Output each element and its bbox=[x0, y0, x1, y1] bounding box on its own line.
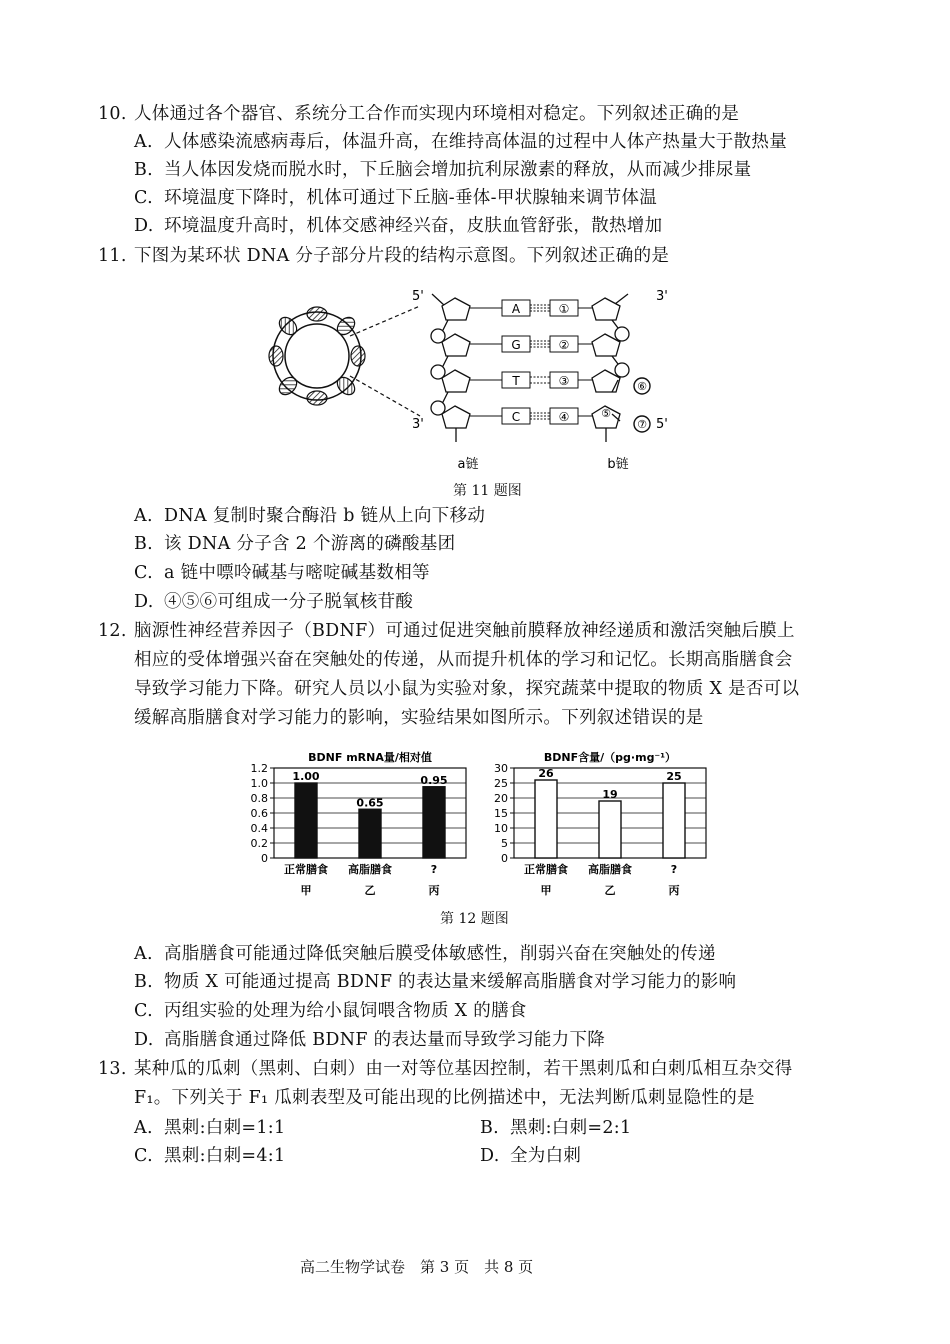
category-label: 正常膳食 bbox=[524, 863, 568, 876]
y-tick-label: 1.0 bbox=[250, 777, 268, 790]
q10-option-b-text: 当人体因发烧而脱水时，下丘脑会增加抗利尿激素的释放，从而减少排尿量 bbox=[164, 160, 752, 180]
q13-option-a-text: 黑刺:白刺=1:1 bbox=[164, 1118, 286, 1138]
page-footer: 高二生物学试卷 第 3 页 共 8 页 bbox=[300, 1258, 534, 1276]
strand-a bbox=[431, 294, 470, 442]
y-tick-label: 0 bbox=[501, 852, 508, 865]
bar bbox=[663, 783, 685, 858]
category-label: ? bbox=[670, 863, 678, 876]
q11-stem-text: 下图为某环状 DNA 分子部分片段的结构示意图。下列叙述正确的是 bbox=[134, 246, 670, 266]
category-label: 高脂膳食 bbox=[588, 863, 632, 876]
q13-stem-text-1: 某种瓜的瓜刺（黑刺、白刺）由一对等位基因控制，若干黑刺瓜和白刺瓜相互杂交得 bbox=[134, 1059, 793, 1079]
bar bbox=[295, 783, 317, 858]
q13-option-c-letter: C. bbox=[134, 1146, 153, 1166]
q11-option-b-letter: B. bbox=[134, 534, 154, 554]
chain-b-label: b链 bbox=[607, 457, 629, 472]
q12-stem-line-1 bbox=[98, 617, 795, 645]
q13-option-b-letter: B. bbox=[480, 1118, 500, 1138]
y-tick-label: 0.4 bbox=[250, 822, 268, 835]
q13-option-b-text: 黑刺:白刺=2:1 bbox=[510, 1118, 632, 1138]
base-a-3: T bbox=[512, 374, 520, 388]
q10-number: 10. bbox=[98, 104, 127, 124]
q12-option-d-text: 高脂膳食通过降低 BDNF 的表达量而导致学习能力下降 bbox=[164, 1030, 606, 1050]
q11-caption: 第 11 题图 bbox=[453, 483, 522, 499]
q11-option-b bbox=[134, 530, 455, 558]
q12-stem-line-2: 相应的受体增强兴奋在突触处的传递，从而提升机体的学习和记忆。长期高脂膳食会 bbox=[134, 650, 793, 670]
group-label: 甲 bbox=[300, 884, 312, 897]
base-pair-3 bbox=[470, 372, 592, 388]
category-label: ? bbox=[430, 863, 438, 876]
mark-7: ⑦ bbox=[637, 418, 647, 431]
q10-option-b-letter: B. bbox=[134, 160, 154, 180]
q12-option-a-text: 高脂膳食可能通过降低突触后膜受体敏感性，削弱兴奋在突触处的传递 bbox=[164, 944, 716, 964]
q10-option-d bbox=[134, 212, 662, 240]
q13-option-d-text: 全为白刺 bbox=[510, 1146, 582, 1166]
q12-option-b-letter: B. bbox=[134, 972, 154, 992]
q12-option-c-text: 丙组实验的处理为给小鼠饲喂含物质 X 的膳食 bbox=[164, 1001, 527, 1021]
q10-option-d-text: 环境温度升高时，机体交感神经兴奋，皮肤血管舒张，散热增加 bbox=[164, 216, 663, 236]
q13-number: 13. bbox=[98, 1059, 127, 1079]
data-label: 19 bbox=[602, 788, 618, 801]
q12-option-a-letter: A. bbox=[134, 944, 153, 964]
data-label: 26 bbox=[538, 767, 554, 780]
end-label-3-bottom-left: 3' bbox=[412, 417, 424, 432]
y-tick-label: 30 bbox=[494, 762, 508, 775]
y-tick-label: 5 bbox=[501, 837, 508, 850]
dna-figure bbox=[260, 276, 700, 476]
q13-option-a bbox=[134, 1114, 285, 1142]
y-tick-label: 0.2 bbox=[250, 837, 268, 850]
base-pair-4 bbox=[470, 408, 592, 424]
q10-option-d-letter: D. bbox=[134, 216, 154, 236]
q10-option-b bbox=[134, 156, 751, 184]
y-tick-label: 0 bbox=[261, 852, 268, 865]
q12-option-b-text: 物质 X 可能通过提高 BDNF 的表达量来缓解高脂膳食对学习能力的影响 bbox=[164, 972, 737, 992]
q10-stem bbox=[98, 100, 739, 128]
chart-title: BDNF含量/（pg·mg⁻¹） bbox=[543, 751, 677, 764]
group-label: 丙 bbox=[428, 884, 440, 897]
bdnf-content-chart bbox=[478, 750, 718, 900]
q12-option-d-letter: D. bbox=[134, 1030, 154, 1050]
q12-option-c bbox=[134, 997, 527, 1025]
chart-title: BDNF mRNA量/相对值 bbox=[308, 751, 432, 764]
q12-stem-text-1: 脑源性神经营养因子（BDNF）可通过促进突触前膜释放神经递质和激活突触后膜上 bbox=[134, 621, 795, 641]
q13-stem-line-2: F₁。下列关于 F₁ 瓜刺表型及可能出现的比例描述中，无法判断瓜刺显隐性的是 bbox=[134, 1088, 755, 1108]
category-label: 正常膳食 bbox=[284, 863, 328, 876]
q12-option-c-letter: C. bbox=[134, 1001, 153, 1021]
base-a-2: G bbox=[511, 338, 521, 352]
q13-option-d-letter: D. bbox=[480, 1146, 500, 1166]
data-label: 1.00 bbox=[292, 770, 320, 783]
data-label: 25 bbox=[666, 770, 682, 783]
q12-caption: 第 12 题图 bbox=[440, 911, 509, 927]
q11-option-d-text: ④⑤⑥可组成一分子脱氧核苷酸 bbox=[164, 592, 414, 612]
group-label: 乙 bbox=[604, 884, 616, 897]
end-label-5-top-left: 5' bbox=[412, 289, 424, 304]
q11-option-c-text: a 链中嘌呤碱基与嘧啶碱基数相等 bbox=[164, 563, 430, 583]
category-label: 高脂膳食 bbox=[348, 863, 392, 876]
q12-option-a bbox=[134, 940, 716, 968]
q10-option-a-letter: A. bbox=[134, 132, 153, 152]
group-label: 乙 bbox=[364, 884, 376, 897]
q13-option-d bbox=[480, 1142, 581, 1170]
bar bbox=[423, 787, 445, 858]
base-b-3: ③ bbox=[558, 374, 570, 388]
y-tick-label: 10 bbox=[494, 822, 508, 835]
q12-stem-line-3: 导致学习能力下降。研究人员以小鼠为实验对象，探究蔬菜中提取的物质 X 是否可以 bbox=[134, 679, 800, 699]
mark-5: ⑤ bbox=[601, 407, 611, 420]
q11-option-b-text: 该 DNA 分子含 2 个游离的磷酸基团 bbox=[164, 534, 456, 554]
base-a-1: A bbox=[511, 302, 521, 316]
q11-option-a bbox=[134, 502, 485, 530]
y-tick-label: 1.2 bbox=[250, 762, 268, 775]
bar bbox=[359, 809, 381, 858]
y-tick-label: 15 bbox=[494, 807, 508, 820]
base-b-2: ② bbox=[558, 338, 570, 352]
data-label: 0.65 bbox=[356, 796, 384, 810]
mark-6: ⑥ bbox=[637, 380, 647, 393]
q11-option-d-letter: D. bbox=[134, 592, 154, 612]
y-tick-label: 20 bbox=[494, 792, 508, 805]
q10-option-a bbox=[134, 128, 787, 156]
q13-option-c bbox=[134, 1142, 285, 1170]
end-label-3-top-right: 3' bbox=[656, 289, 668, 304]
base-a-4: C bbox=[511, 410, 521, 424]
q13-option-c-text: 黑刺:白刺=4:1 bbox=[164, 1146, 286, 1166]
q11-option-a-letter: A. bbox=[134, 506, 153, 526]
bdnf-mrna-chart bbox=[238, 750, 478, 900]
q11-stem bbox=[98, 242, 669, 270]
data-label: 0.95 bbox=[420, 773, 448, 787]
q11-option-d bbox=[134, 588, 413, 616]
q10-stem-text: 人体通过各个器官、系统分工合作而实现内环境相对稳定。下列叙述正确的是 bbox=[134, 104, 740, 124]
q12-stem-line-4: 缓解高脂膳食对学习能力的影响，实验结果如图所示。下列叙述错误的是 bbox=[134, 708, 704, 728]
q11-option-a-text: DNA 复制时聚合酶沿 b 链从上向下移动 bbox=[164, 506, 486, 526]
group-label: 甲 bbox=[540, 884, 552, 897]
y-tick-label: 25 bbox=[494, 777, 508, 790]
base-b-1: ① bbox=[558, 302, 570, 316]
q10-option-c bbox=[134, 184, 657, 212]
base-pair-2 bbox=[470, 336, 592, 352]
y-tick-label: 0.8 bbox=[250, 792, 268, 805]
q10-option-a-text: 人体感染流感病毒后，体温升高，在维持高体温的过程中人体产热量大于散热量 bbox=[164, 132, 787, 152]
q12-option-d bbox=[134, 1026, 605, 1054]
q10-option-c-text: 环境温度下降时，机体可通过下丘脑-垂体-甲状腺轴来调节体温 bbox=[164, 188, 658, 208]
bar bbox=[599, 801, 621, 858]
group-label: 丙 bbox=[668, 884, 680, 897]
q12-option-b bbox=[134, 968, 736, 996]
q11-number: 11. bbox=[98, 246, 127, 266]
q13-option-b bbox=[480, 1114, 631, 1142]
y-tick-label: 0.6 bbox=[250, 807, 268, 820]
q10-option-c-letter: C. bbox=[134, 188, 153, 208]
base-pair-1 bbox=[470, 300, 592, 316]
circular-dna-icon bbox=[269, 307, 365, 405]
end-label-5-bottom-right: 5' bbox=[656, 417, 668, 432]
q13-option-a-letter: A. bbox=[134, 1118, 153, 1138]
q11-option-c bbox=[134, 559, 430, 587]
bar bbox=[535, 780, 557, 858]
base-b-4: ④ bbox=[558, 410, 570, 424]
q11-option-c-letter: C. bbox=[134, 563, 153, 583]
q12-number: 12. bbox=[98, 621, 127, 641]
chain-a-label: a链 bbox=[457, 457, 479, 472]
q13-stem-line-1 bbox=[98, 1055, 793, 1083]
